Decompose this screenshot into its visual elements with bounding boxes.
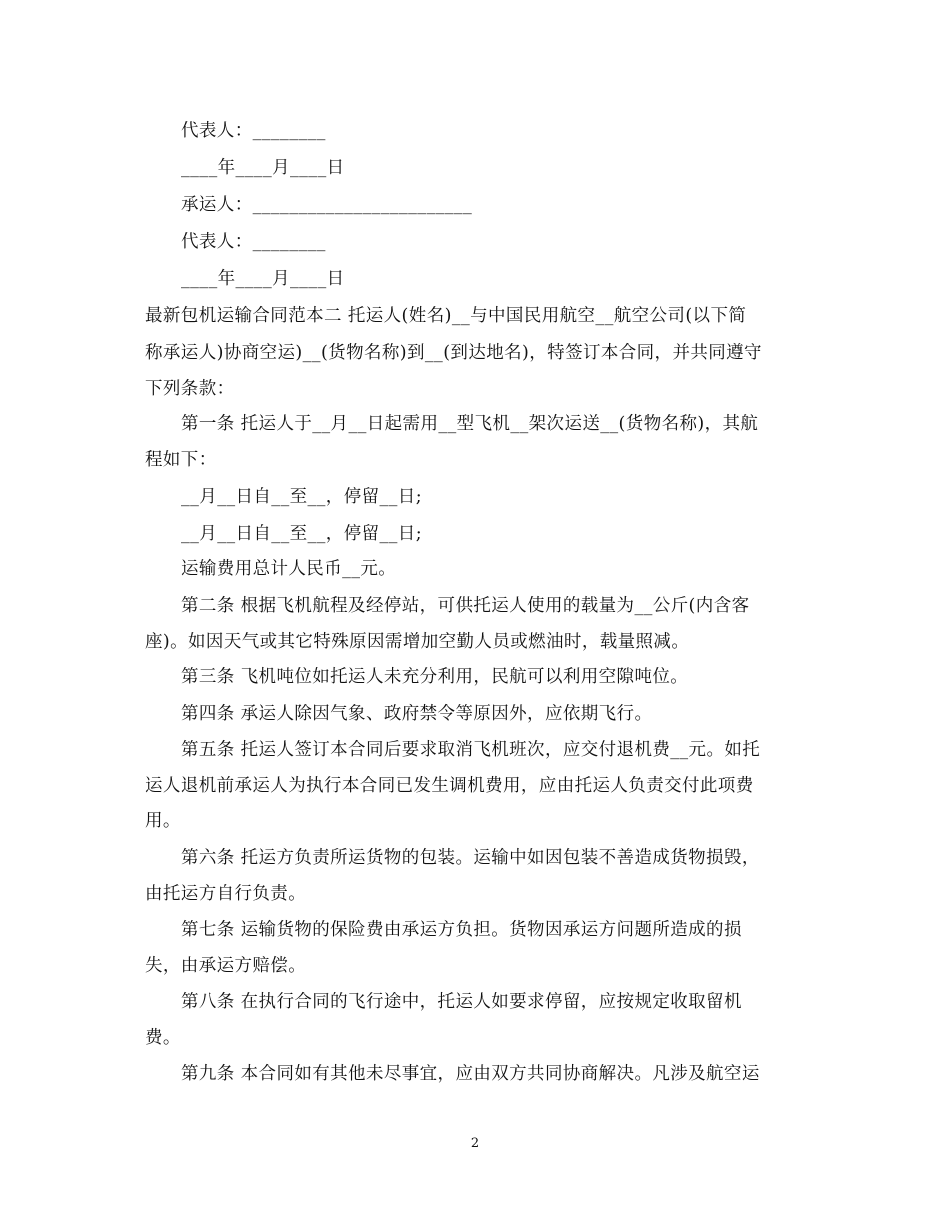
article-8-line: 第八条 在执行合同的飞行途中，托运人如要求停留，应按规定收取留机 <box>181 992 742 1012</box>
contract-intro-line: 下列条款： <box>145 379 235 399</box>
article-6-line: 第六条 托运方负责所运货物的包装。运输中如因包装不善造成货物损毁， <box>181 848 760 868</box>
article-2-line: 第二条 根据飞机航程及经停站，可供托运人使用的载量为__公斤(内含客 <box>181 596 750 616</box>
article-5-line: 用。 <box>145 811 181 831</box>
article-6-line: 由托运方自行负责。 <box>145 884 307 904</box>
carrier-line: 承运人：________________________ <box>181 195 473 215</box>
route-line: __月__日自__至__，停留__日; <box>181 524 422 544</box>
article-3-line: 第三条 飞机吨位如托运人未充分利用，民航可以利用空隙吨位。 <box>181 667 689 687</box>
contract-heading-line: 最新包机运输合同范本二 托运人(姓名)__与中国民用航空__航空公司(以下简 <box>145 306 747 326</box>
article-5-line: 第五条 托运人签订本合同后要求取消飞机班次，应交付退机费__元。如托 <box>181 740 761 760</box>
article-7-line: 失，由承运方赔偿。 <box>145 956 307 976</box>
article-9-line: 第九条 本合同如有其他未尽事宜，应由双方共同协商解决。凡涉及航空运 <box>181 1064 760 1084</box>
article-5-line: 运人退机前承运人为执行本合同已发生调机费用，应由托运人负责交付此项费 <box>145 776 754 796</box>
route-line: __月__日自__至__，停留__日; <box>181 487 422 507</box>
article-8-line: 费。 <box>145 1028 181 1048</box>
page-number: 2 <box>470 1136 480 1151</box>
date-line: ____年____月____日 <box>181 158 345 178</box>
article-2-line: 座)。如因天气或其它特殊原因需增加空勤人员或燃油时，载量照减。 <box>145 632 690 652</box>
article-1-line: 程如下： <box>145 450 217 470</box>
article-1-line: 第一条 托运人于__月__日起需用__型飞机__架次运送__(货物名称)，其航 <box>181 414 759 434</box>
representative-line: 代表人：________ <box>181 232 326 252</box>
article-7-line: 第七条 运输货物的保险费由承运方负担。货物因承运方问题所造成的损 <box>181 920 742 940</box>
article-4-line: 第四条 承运人除因气象、政府禁令等原因外，应依期飞行。 <box>181 704 653 724</box>
representative-line: 代表人：________ <box>181 121 326 141</box>
date-line: ____年____月____日 <box>181 269 345 289</box>
fee-total-line: 运输费用总计人民币__元。 <box>181 559 397 579</box>
contract-intro-line: 称承运人)协商空运)__(货物名称)到__(到达地名)，特签订本合同，并共同遵守 <box>145 343 762 363</box>
